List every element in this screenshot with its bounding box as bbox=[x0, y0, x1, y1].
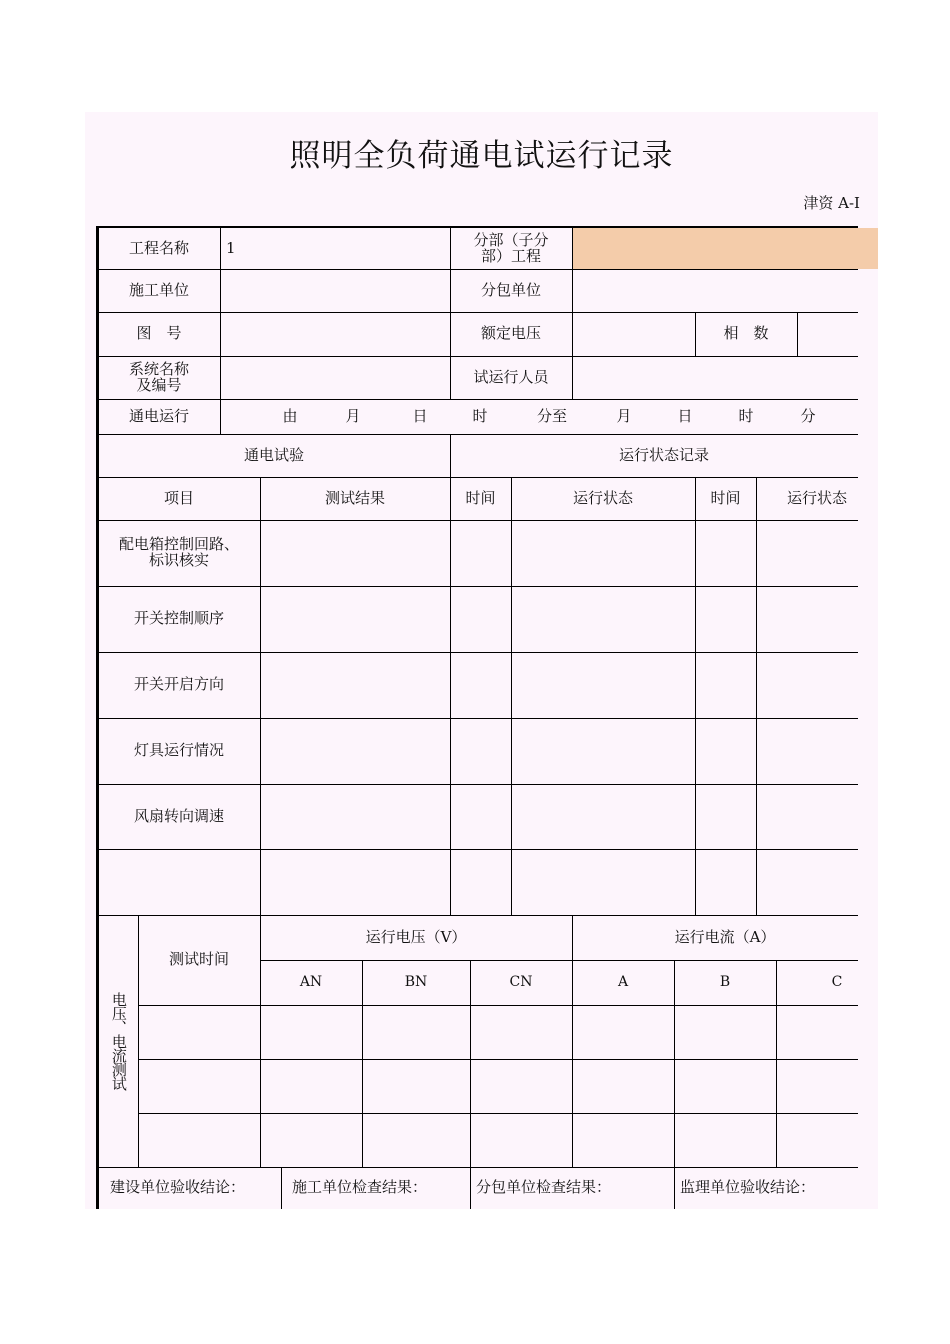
voltage-col-bn: BN bbox=[404, 974, 428, 991]
grid-line bbox=[138, 1113, 858, 1114]
item-label-1: 配电箱控制回路、标识核实 bbox=[118, 535, 239, 569]
grid-line bbox=[572, 915, 573, 1167]
grid-line bbox=[450, 228, 451, 399]
grid-line bbox=[98, 520, 858, 521]
grid-line bbox=[98, 718, 858, 719]
grid-line bbox=[450, 434, 451, 915]
run-minute-2: 分 bbox=[800, 406, 816, 425]
division-label: 分部（子分部）工程 bbox=[473, 230, 549, 265]
item-label-6 bbox=[98, 849, 260, 915]
grid-line bbox=[260, 915, 261, 1167]
subcontractor-conclusion[interactable]: 分包单位检查结果： bbox=[476, 1178, 612, 1197]
run-hour-1: 时 bbox=[472, 406, 488, 425]
item-label-3: 开关开启方向 bbox=[133, 675, 224, 694]
drawing-no-label: 图 号 bbox=[136, 324, 182, 343]
grid-line bbox=[98, 434, 858, 435]
grid-line bbox=[281, 1167, 282, 1209]
col-item: 项目 bbox=[163, 488, 194, 507]
status-record-header: 运行状态记录 bbox=[618, 445, 709, 464]
rated-voltage-value[interactable] bbox=[572, 312, 695, 356]
voltage-col-an: AN bbox=[299, 974, 323, 991]
grid-line bbox=[98, 915, 858, 916]
rated-voltage-label: 额定电压 bbox=[480, 324, 541, 343]
grid-line bbox=[98, 312, 858, 313]
subcontractor-value[interactable] bbox=[572, 269, 858, 312]
current-header: 运行电流（A） bbox=[674, 927, 776, 946]
grid-line bbox=[96, 226, 99, 1209]
grid-line bbox=[98, 849, 858, 850]
run-day-2: 日 bbox=[677, 406, 693, 425]
grid-line bbox=[260, 477, 261, 915]
operator-value[interactable] bbox=[572, 356, 858, 399]
run-minute-to: 分至 bbox=[536, 406, 567, 425]
supervisor-conclusion[interactable]: 监理单位验收结论： bbox=[680, 1178, 816, 1197]
grid-line bbox=[674, 1167, 675, 1209]
project-name-value[interactable]: 1 bbox=[226, 238, 236, 257]
grid-line bbox=[138, 1005, 858, 1006]
contractor-label: 施工单位 bbox=[128, 280, 189, 299]
test-time-label: 测试时间 bbox=[168, 950, 229, 969]
grid-line bbox=[362, 960, 363, 1167]
grid-line bbox=[98, 399, 858, 400]
col-result: 测试结果 bbox=[324, 488, 385, 507]
system-label: 系统名称及编号 bbox=[128, 359, 189, 394]
grid-line bbox=[797, 312, 798, 356]
grid-line bbox=[98, 652, 858, 653]
run-month-2: 月 bbox=[616, 406, 632, 425]
grid-line bbox=[98, 477, 858, 478]
grid-line bbox=[572, 269, 858, 270]
run-hour-2: 时 bbox=[738, 406, 754, 425]
owner-conclusion[interactable]: 建设单位验收结论： bbox=[110, 1178, 246, 1197]
grid-line bbox=[470, 1167, 471, 1209]
grid-line bbox=[98, 269, 572, 270]
grid-line bbox=[138, 1059, 858, 1060]
run-month-1: 月 bbox=[345, 406, 361, 425]
contractor-value[interactable] bbox=[220, 269, 450, 312]
vc-test-side-label: 电压、电流测试 bbox=[109, 992, 128, 1090]
col-time-1: 时间 bbox=[465, 488, 496, 507]
grid-line bbox=[98, 586, 858, 587]
item-label-4: 灯具运行情况 bbox=[133, 741, 224, 760]
grid-line bbox=[674, 960, 675, 1167]
system-value[interactable] bbox=[220, 356, 450, 399]
grid-line bbox=[511, 477, 512, 915]
drawing-no-value[interactable] bbox=[220, 312, 450, 356]
voltage-header: 运行电压（V） bbox=[365, 927, 467, 946]
run-from: 由 bbox=[282, 406, 298, 425]
current-col-b: B bbox=[719, 974, 731, 991]
contractor-conclusion[interactable]: 施工单位检查结果： bbox=[292, 1178, 428, 1197]
page-title: 照明全负荷通电试运行记录 bbox=[289, 138, 674, 174]
voltage-col-cn: CN bbox=[509, 974, 533, 991]
item-label-5: 风扇转向调速 bbox=[133, 806, 224, 825]
project-name-label: 工程名称 bbox=[128, 238, 189, 257]
grid-line bbox=[220, 228, 221, 399]
grid-line bbox=[138, 915, 139, 1167]
current-col-c: C bbox=[831, 974, 843, 991]
run-day-1: 日 bbox=[412, 406, 428, 425]
grid-line bbox=[260, 960, 858, 961]
grid-line bbox=[96, 226, 858, 228]
operator-label: 试运行人员 bbox=[473, 367, 549, 386]
phase-value[interactable] bbox=[797, 312, 858, 356]
current-col-a: A bbox=[617, 974, 629, 991]
grid-line bbox=[572, 228, 573, 399]
power-test-header: 通电试验 bbox=[243, 445, 304, 464]
item-label-2: 开关控制顺序 bbox=[133, 609, 224, 628]
subcontractor-label: 分包单位 bbox=[480, 280, 541, 299]
division-value-highlight[interactable] bbox=[572, 228, 878, 269]
run-label: 通电运行 bbox=[128, 406, 189, 425]
col-status-2: 运行状态 bbox=[786, 488, 847, 507]
grid-line bbox=[756, 477, 757, 915]
col-status-1: 运行状态 bbox=[572, 488, 633, 507]
phase-label: 相 数 bbox=[723, 324, 769, 343]
form-code: 津资 A-I bbox=[803, 194, 860, 212]
col-time-2: 时间 bbox=[710, 488, 741, 507]
grid-line bbox=[776, 960, 777, 1167]
grid-line bbox=[98, 1167, 858, 1168]
grid-line bbox=[220, 399, 221, 434]
grid-line bbox=[695, 312, 696, 356]
grid-line bbox=[695, 477, 696, 915]
grid-line bbox=[98, 784, 858, 785]
grid-line bbox=[98, 356, 858, 357]
grid-line bbox=[470, 960, 471, 1167]
